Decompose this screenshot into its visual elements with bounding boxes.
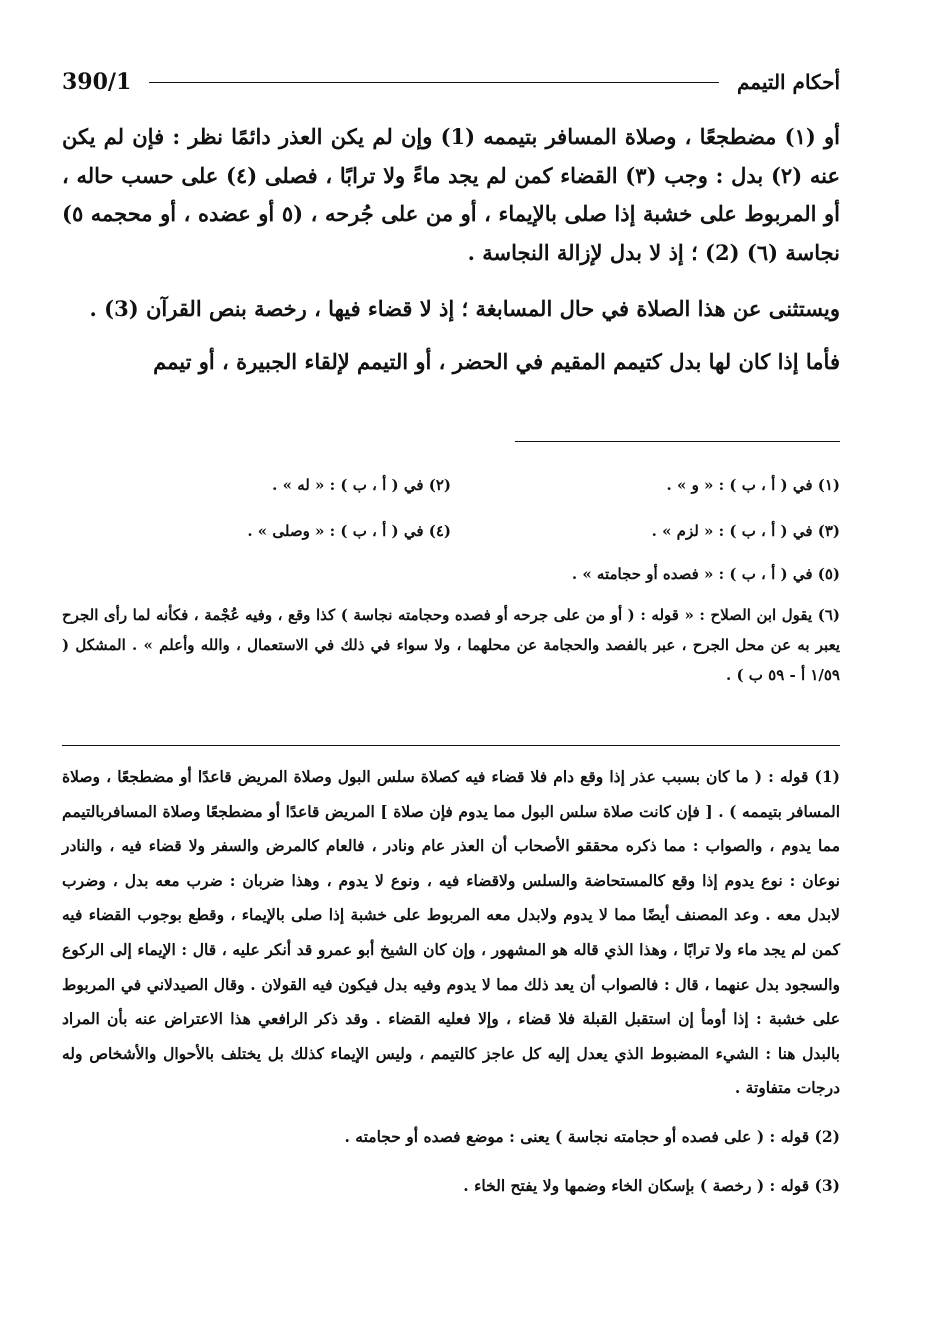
- main-paragraph-1: أو (١) مضطجعًا ، وصلاة المسافر بتيممه (1) وإن لم يكن العذر دائمًا نظر : فإن لم يكن عنه (٢) بدل : وجب (٣) القضاء كمن لم يجد ماءً ولا ترابًا ، فصلى (٤) على حسب حاله ، أو المربوط على خشبة إذا صلى بالإيماء ، أو من على جُرحه ، (٥ أو عضده ، أو محجمه ٥) نجاسة (٦) (2) ؛ إذ لا بدل لإزالة النجاسة .: [62, 124, 840, 265]
- variant-row-2: [62, 508, 840, 554]
- header-rule: [149, 82, 719, 83]
- chapter-title: أحكام التيمم: [737, 70, 840, 94]
- variant-note-1: (١) في ( أ ، ب ) : « و » .: [666, 476, 840, 494]
- commentary-note-1: (1) قوله : ( ما كان بسبب عذر إذا وقع دام فلا قضاء فيه كصلاة سلس البول وصلاة المريض قاعدًا أو مضطجعًا ، وصلاة المسافر بتيممه ) . [ فإن كانت صلاة سلس البول مما يدوم فإن صلاة ] المريض قاعدًا أو مضطجعًا وصلاة المسافربالتيمم مما يدوم ، والصواب : مما ذكره محققو الأصحاب أن العذر عام ونادر ، فالعام كالمرض والسفر ولا قضاء فيه ، والنادر نوعان : نوع يدوم إذا وقع كالمستحاضة والسلس ولاقضاء فيه ، ونوع لا يدوم ، وهذا ضربان : ضرب معه بدل ، وضرب لابدل معه . وعد المصنف أيضًا مما لا يدوم ولابدل معه المربوط على خشبة إذا صلى بالإيماء ، وقطع بوجوب القضاء فيه كمن لم يجد ماء ولا ترابًا ، وهذا الذي قاله هو المشهور ، وإن كان الشيخ أبو عمرو قد أنكر عليه ، قال : الإيماء إلى الركوع والسجود بدل عنهما ، قال : فالصواب أن يعد ذلك مما لا يدوم وفيه بدل فيكون فيه القولان . وقال الصيدلاني في المربوط على خشبة : إذا أومأ إن استقبل القبلة فلا قضاء ، وإلا فعليه القضاء . وقد ذكر الرافعي هذا الاعتراض عنه بأن المراد بالبدل هنا : الشيء المضبوط الذي يعدل إليه كل عاجز كالتيمم ، وليس الإيماء كذلك بل يختلف بالأحوال والأشخاص وله درجات متفاوتة .: [62, 767, 840, 1098]
- footnote-separator-full: [62, 745, 840, 746]
- main-text: [62, 118, 840, 381]
- variant-note-4: (٤) في ( أ ، ب ) : « وصلى » .: [247, 522, 451, 540]
- main-paragraph-3: فأما إذا كان لها بدل كتيمم المقيم في الحضر ، أو التيمم لإلقاء الجبيرة ، أو تيمم: [153, 348, 840, 374]
- variant-row-1: [62, 462, 840, 508]
- variant-note-3: (٣) في ( أ ، ب ) : « لزم » .: [651, 522, 840, 540]
- running-header: [62, 62, 840, 102]
- variant-note-6: (٦) يقول ابن الصلاح : « قوله : ( أو من على جرحه أو فصده وحجامته نجاسة ) كذا وقع ، وفيه عُجْمة ، فكأنه لما رأى الجرح يعبر به عن محل الجرح ، عبر بالفصد والحجامة عن محلهما ، ولا سواء في ذلك في الاستعمال ، والله وأعلم » . المشكل ( ١/٥٩ أ - ٥٩ ب ) .: [62, 606, 840, 684]
- footnote-separator-short: [515, 441, 840, 442]
- page-number: 390/1: [62, 69, 132, 95]
- commentary-note-2: (2) قوله : ( على فصده أو حجامته نجاسة ) يعنى : موضع فصده أو حجامته .: [344, 1126, 840, 1146]
- variant-footnotes: [62, 462, 840, 690]
- main-paragraph-2: ويستثنى عن هذا الصلاة في حال المسابغة ؛ إذ لا قضاء فيها ، رخصة بنص القرآن (3) .: [89, 296, 840, 321]
- commentary-note-3: (3) قوله : ( رخصة ) بإسكان الخاء وضمها ولا يفتح الخاء .: [463, 1175, 840, 1195]
- variant-note-5: (٥) في ( أ ، ب ) : « فصده أو حجامته » .: [571, 565, 840, 583]
- commentary-footnotes: [62, 760, 840, 1203]
- variant-note-2: (٢) في ( أ ، ب ) : « له » .: [272, 476, 451, 494]
